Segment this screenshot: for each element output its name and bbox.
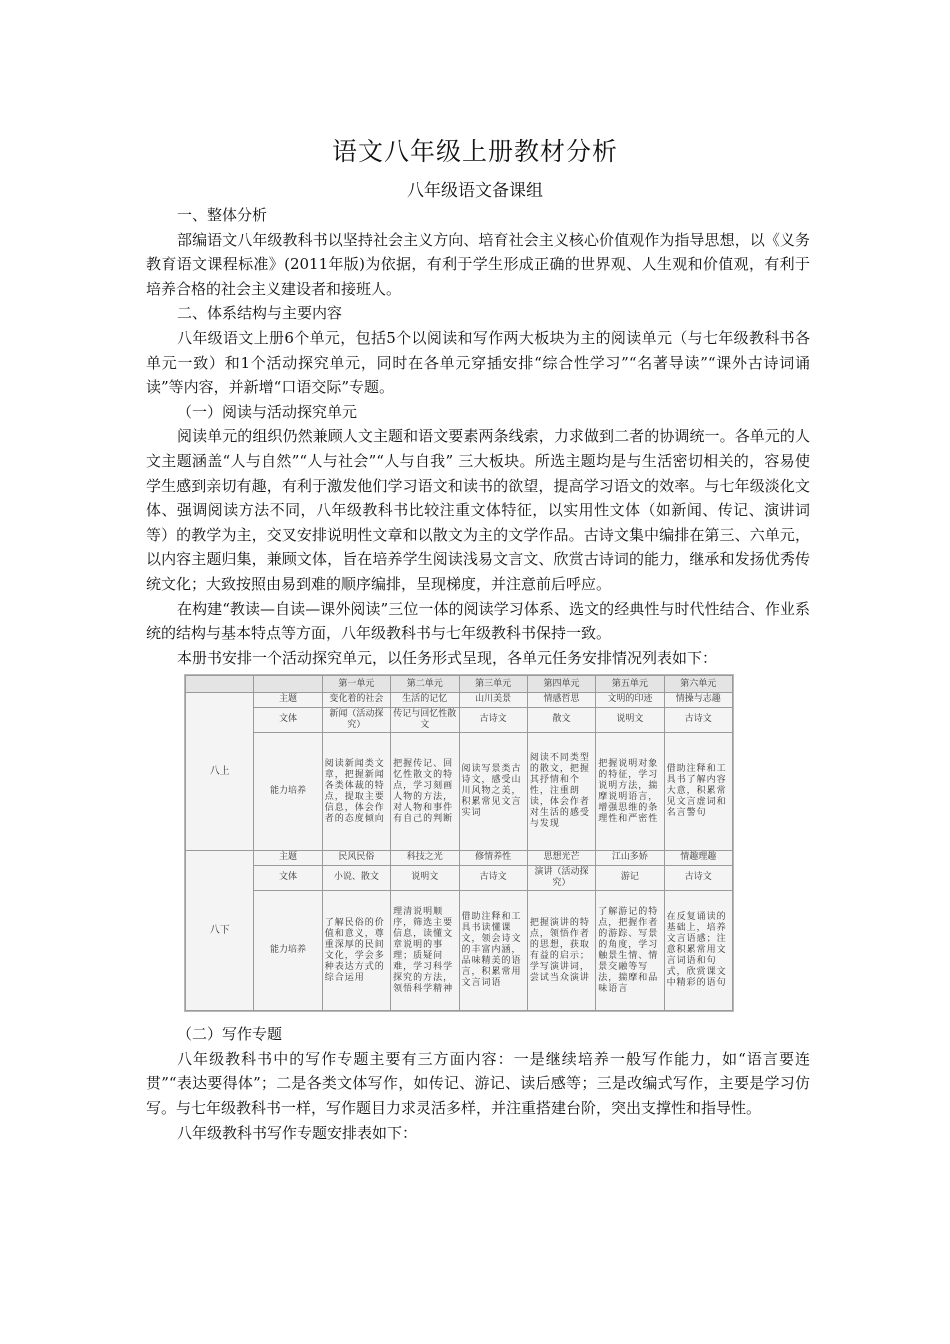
grade-label: 八下 <box>186 851 254 1011</box>
column-header: 第四单元 <box>527 676 595 693</box>
row-label: 文体 <box>254 865 322 891</box>
paragraph: 阅读单元的组织仍然兼顾人文主题和语文要素两条线索，力求做到二者的协调统一。各单元的人文主题涵盖“人与自然”“人与社会”“人与自我” 三大板块。所选主题均是与生活密切相关的，容易使学生感到亲切有趣，有利于激发他们学习语文和读书的欲望，提高学习语文的效率。与七年级淡化文体、强调阅读方法不同，八年级教科书比较注重文体特征，以实用性文体（如新闻、传记、演讲词等）的教学为主，交叉安排说明性文章和以散文为主的文学作品。古诗文集中编排在第三、六单元，以内容主题归集，兼顾文体，旨在培养学生阅读浅易文言文、欣赏古诗词的能力，继承和发扬优秀传统文化；大致按照由易到难的顺序编排，呈现梯度，并注意前后呼应。 <box>146 427 810 593</box>
table-cell: 阅读写景类古诗文，感受山川风物之美，积累常见文言实词 <box>459 733 527 851</box>
table-cell: 民风民俗 <box>322 851 390 865</box>
row-label: 文体 <box>254 707 322 733</box>
table-cell: 把握传记、回忆性散文的特点，学习刻画人物的方法，对人物和事件有自己的判断 <box>391 733 459 851</box>
table-cell: 在反复诵读的基础上，培养文言语感；注意积累常用文言词语和句式，欣赏课文中精彩的语句 <box>664 891 732 1011</box>
paragraph: 在构建“教读—自读—课外阅读”三位一体的阅读学习体系、选文的经典性与时代性结合、作业系统的结构与基本特点等方面，八年级教科书与七年级教科书保持一致。 <box>146 599 810 643</box>
section-heading: 二、体系结构与主要内容 <box>177 304 343 323</box>
table-cell: 变化着的社会 <box>322 693 390 707</box>
table-row <box>186 707 733 733</box>
column-header: 第六单元 <box>664 676 732 693</box>
row-label: 能力培养 <box>254 891 322 1011</box>
table-cell: 古诗文 <box>664 865 732 891</box>
document-subtitle: 八年级语文备课组 <box>407 181 543 201</box>
paragraph: 八年级教科书写作专题安排表如下： <box>177 1123 418 1142</box>
table-cell: 小说、散文 <box>322 865 390 891</box>
table-cell: 说明文 <box>391 865 459 891</box>
table-cell: 了解民俗的价值和意义，尊重深厚的民间文化，学会多种表达方式的综合运用 <box>322 891 390 1011</box>
table-row <box>186 851 733 865</box>
table-cell: 演讲（活动探究） <box>527 865 595 891</box>
table-cell: 了解游记的特点，把握作者的游踪、写景的角度，学习触景生情、情景交融等写法，揣摩和品味语言 <box>596 891 664 1011</box>
column-header: 第三单元 <box>459 676 527 693</box>
grade-label: 八上 <box>186 693 254 851</box>
unit-task-table-image <box>184 674 734 1012</box>
table-cell: 阅读新闻类文章，把握新闻各类体裁的特点，提取主要信息，体会作者的态度倾向 <box>322 733 390 851</box>
table-corner <box>186 676 254 693</box>
table-row <box>186 733 733 851</box>
section-heading: 一、整体分析 <box>177 206 268 224</box>
table-cell: 把握演讲的特点，领悟作者的思想，获取有益的启示；学写演讲词，尝试当众演讲 <box>527 891 595 1011</box>
row-label: 主题 <box>254 693 322 707</box>
subsection-heading: （一）阅读与活动探究单元 <box>177 402 358 421</box>
table-cell: 古诗文 <box>664 707 732 733</box>
column-header: 第一单元 <box>322 676 390 693</box>
table-cell: 江山多娇 <box>596 851 664 865</box>
table-cell: 把握说明对象的特征，学习说明方法，揣摩说明语言，增强思维的条理性和严密性 <box>596 733 664 851</box>
column-header: 第二单元 <box>391 676 459 693</box>
table-cell: 情操与志趣 <box>664 693 732 707</box>
table-cell: 情趣理趣 <box>664 851 732 865</box>
paragraph: 部编语文八年级教科书以坚持社会主义方向、培育社会主义核心价值观作为指导思想，以《义务教育语文课程标准》(2011年版)为依据，有利于学生形成正确的世界观、人生观和价值观，有利于培养合格的社会主义建设者和接班人。 <box>146 230 810 298</box>
table-cell: 理清说明顺序，筛选主要信息，读懂文章说明的事理；质疑问难，学习科学探究的方法，领悟科学精神 <box>391 891 459 1011</box>
row-label: 主题 <box>254 851 322 865</box>
table-cell: 新闻（活动探究） <box>322 707 390 733</box>
table-cell: 借助注释和工具书读懂课文，领会诗文的丰富内涵，品味精美的语言，积累常用文言词语 <box>459 891 527 1011</box>
table-cell: 说明文 <box>596 707 664 733</box>
document-body <box>146 203 810 1145</box>
table-cell: 散文 <box>527 707 595 733</box>
table-cell: 古诗文 <box>459 707 527 733</box>
table-header-row <box>186 676 733 693</box>
table-cell: 山川美景 <box>459 693 527 707</box>
paragraph: 八年级语文上册6个单元，包括5个以阅读和写作两大板块为主的阅读单元（与七年级教科书各单元一致）和1个活动探究单元，同时在各单元穿插安排“综合性学习”“名著导读”“课外古诗词诵读”等内容，并新增“口语交际”专题。 <box>146 328 810 397</box>
table-cell: 生活的记忆 <box>391 693 459 707</box>
table-cell: 阅读不同类型的散文，把握其抒情和个性，注重朗读，体会作者对生活的感受与发现 <box>527 733 595 851</box>
table-cell: 思想光芒 <box>527 851 595 865</box>
table-cell: 修情养性 <box>459 851 527 865</box>
row-label: 能力培养 <box>254 733 322 851</box>
table-cell: 古诗文 <box>459 865 527 891</box>
subsection-heading: （二）写作专题 <box>177 1025 283 1044</box>
table-corner <box>254 676 322 693</box>
table-cell: 借助注释和工具书了解内容大意，积累常见文言虚词和名言警句 <box>664 733 732 851</box>
paragraph: 本册书安排一个活动探究单元，以任务形式呈现，各单元任务安排情况列表如下： <box>177 648 718 667</box>
table-cell: 科技之光 <box>391 851 459 865</box>
table-cell: 传记与回忆性散文 <box>391 707 459 733</box>
table-cell: 情感哲思 <box>527 693 595 707</box>
table-cell: 文明的印迹 <box>596 693 664 707</box>
paragraph: 八年级教科书中的写作专题主要有三方面内容：一是继续培养一般写作能力，如“语言要连贯”“表达要得体”；二是各类文体写作，如传记、游记、读后感等；三是改编式写作，主要是学习仿写。与七年级教科书一样，写作题目力求灵活多样，并注重搭建台阶，突出支撑性和指导性。 <box>146 1049 810 1118</box>
column-header: 第五单元 <box>596 676 664 693</box>
table-row <box>186 891 733 1011</box>
unit-task-table <box>185 675 733 1011</box>
document-title: 语文八年级上册教材分析 <box>331 137 618 166</box>
table-row <box>186 865 733 891</box>
table-row <box>186 693 733 707</box>
table-cell: 游记 <box>596 865 664 891</box>
